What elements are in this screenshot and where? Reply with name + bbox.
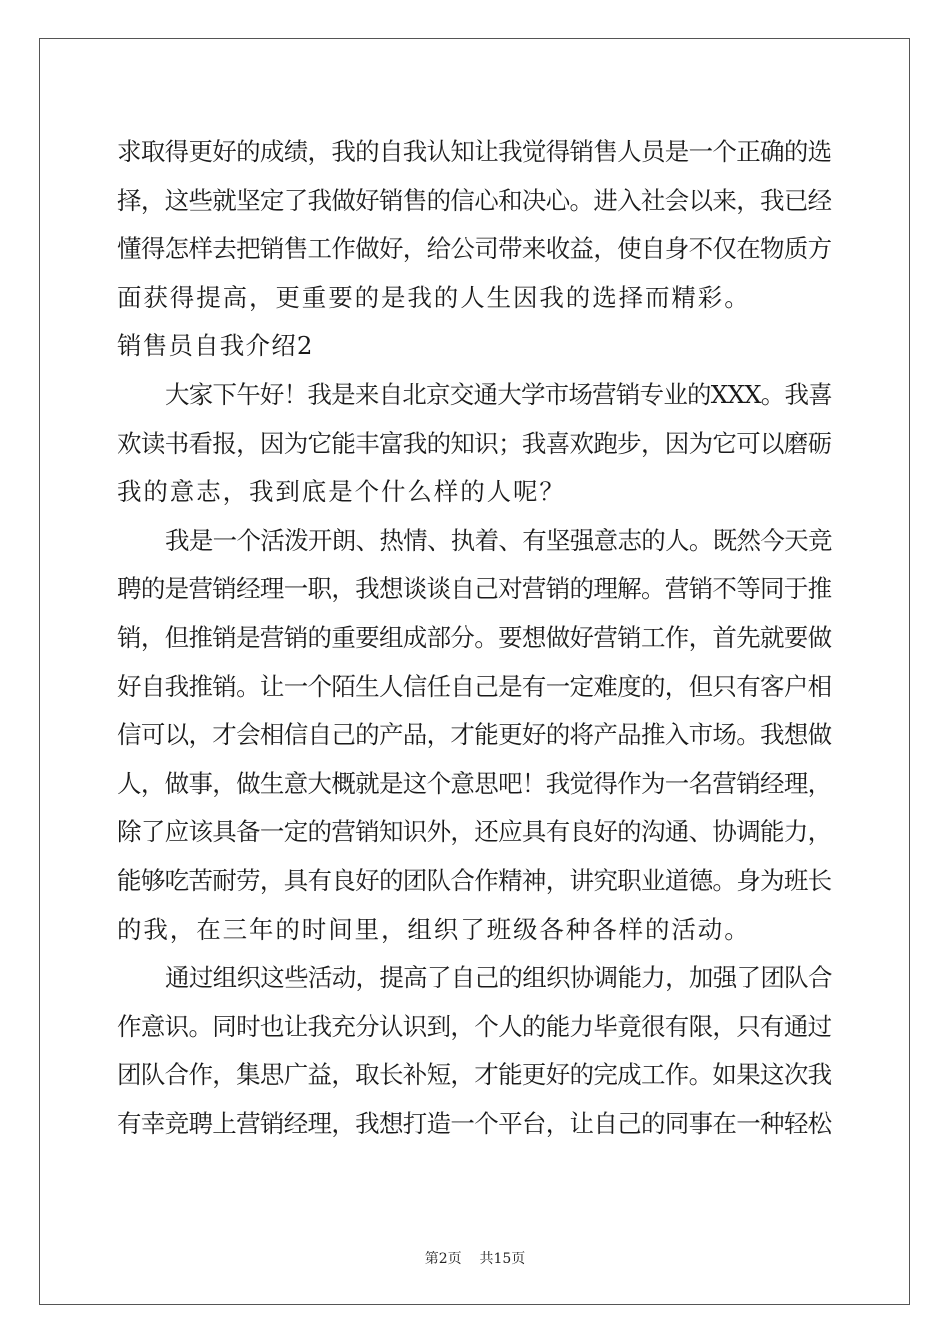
document-body (117, 128, 833, 1148)
text-line: 我是一个活泼开朗、热情、执着、有坚强意志的人。既然今天竞 (165, 525, 832, 555)
text-line: 我的意志，我到底是个什么样的人呢？ (117, 477, 566, 507)
page-footer (0, 1248, 950, 1268)
page-number: 第2页 (424, 1251, 462, 1267)
text-line: 除了应该具备一定的营销知识外，还应具有良好的沟通、协调能力， (117, 817, 832, 847)
text-line: 销，但推销是营销的重要组成部分。要想做好营销工作，首先就要做 (117, 622, 832, 652)
text-line: 团队合作，集思广益，取长补短，才能更好的完成工作。如果这次我 (117, 1060, 832, 1090)
text-line: 信可以，才会相信自己的产品，才能更好的将产品推入市场。我想做 (117, 720, 832, 750)
text-line: 面获得提高，更重要的是我的人生因我的选择而精彩。 (117, 282, 751, 312)
text-line: 懂得怎样去把销售工作做好，给公司带来收益，使自身不仅在物质方 (117, 234, 832, 264)
paragraph (117, 128, 833, 322)
text-line: 好自我推销。让一个陌生人信任自己是有一定难度的，但只有客户相 (117, 671, 832, 701)
text-line: 作意识。同时也让我充分认识到，个人的能力毕竟很有限，只有通过 (117, 1011, 832, 1041)
text-line: 择，这些就坚定了我做好销售的信心和决心。进入社会以来，我已经 (117, 185, 832, 215)
text-line: 人，做事，做生意大概就是这个意思吧！我觉得作为一名营销经理， (117, 768, 832, 798)
heading-text: 销售员自我介绍2 (117, 331, 314, 361)
paragraph (117, 517, 833, 954)
page-total: 共15页 (479, 1251, 526, 1267)
text-line: 欢读书看报，因为它能丰富我的知识；我喜欢跑步，因为它可以磨砺 (117, 428, 832, 458)
paragraph (117, 954, 833, 1148)
text-line: 聘的是营销经理一职，我想谈谈自己对营销的理解。营销不等同于推 (117, 574, 832, 604)
text-line: 能够吃苦耐劳，具有良好的团队合作精神，讲究职业道德。身为班长 (117, 865, 832, 895)
text-line: 求取得更好的成绩，我的自我认知让我觉得销售人员是一个正确的选 (117, 137, 832, 166)
section-heading (117, 322, 833, 371)
paragraph (117, 371, 833, 517)
text-line: 通过组织这些活动，提高了自己的组织协调能力，加强了团队合 (165, 963, 832, 993)
text-line: 有幸竞聘上营销经理，我想打造一个平台，让自己的同事在一种轻松 (117, 1108, 832, 1138)
text-line: 大家下午好！我是来自北京交通大学市场营销专业的XXX。我喜 (165, 379, 832, 409)
text-line: 的我，在三年的时间里，组织了班级各种各样的活动。 (117, 914, 751, 944)
